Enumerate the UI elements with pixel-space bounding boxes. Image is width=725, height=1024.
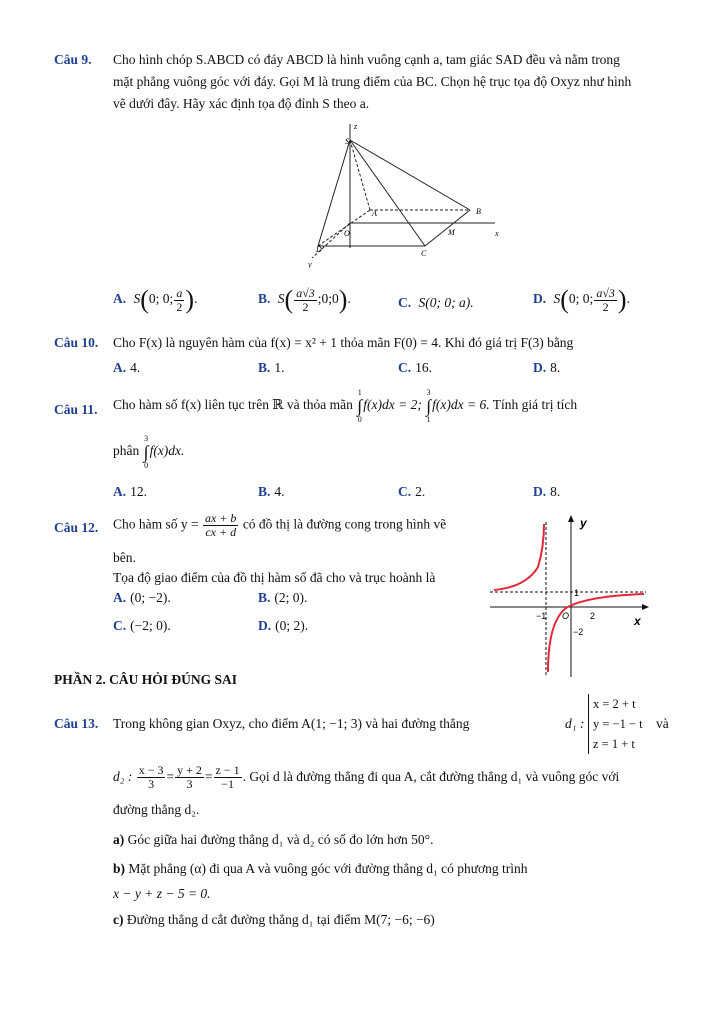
q12-option-b-letter: B. bbox=[258, 590, 271, 605]
q13-statement-b bbox=[113, 861, 528, 877]
fig-label-B: B bbox=[476, 207, 481, 216]
q12-option-d-text: (0; 2). bbox=[275, 618, 309, 633]
q11-text-3: phân bbox=[113, 443, 140, 459]
q13-b-label: b) bbox=[113, 861, 126, 876]
q9-text bbox=[113, 49, 671, 115]
q13-f3-num: z − 1 bbox=[215, 763, 240, 778]
q11-integral-2: 3 ∫ 1 bbox=[426, 388, 432, 424]
q11-text-2: Tính giá trị tích bbox=[492, 397, 578, 413]
q13-number: Câu 13. bbox=[54, 716, 99, 731]
q11-option-a-letter: A. bbox=[113, 484, 127, 499]
q12-option-c-text: (−2; 0). bbox=[130, 618, 171, 633]
q9-line1: Cho hình chóp S.ABCD có đáy ABCD là hình vuông cạnh a, tam giác SAD đều và nằm trong bbox=[113, 52, 620, 67]
q10-option-b-letter: B. bbox=[258, 360, 271, 375]
q11-option-b-letter: B. bbox=[258, 484, 271, 499]
graph-label-y: y bbox=[580, 516, 587, 530]
q11-int2-lower: 1 bbox=[426, 415, 431, 424]
q12-text-2: có đồ thị là đường cong trong hình vẽ bbox=[242, 516, 447, 532]
q12-fraction-den: cx + d bbox=[205, 525, 237, 539]
q11-int2-body: f(x)dx = 6. bbox=[432, 397, 490, 413]
q12-text-block bbox=[113, 548, 435, 588]
q11-int2-upper: 3 bbox=[426, 388, 431, 397]
q11-option-a-text: 12. bbox=[130, 484, 147, 499]
q12-option-a-text: (0; −2). bbox=[130, 590, 171, 605]
q10-option-c-text: 16. bbox=[415, 360, 432, 375]
q11-option-d-text: 8. bbox=[550, 484, 561, 499]
q11-option-d bbox=[533, 484, 560, 500]
q12-text-1: Cho hàm số y = bbox=[113, 516, 199, 532]
q11-line1 bbox=[113, 388, 671, 424]
fig-label-A: A bbox=[372, 209, 377, 218]
q13-statement-a bbox=[113, 832, 433, 848]
q11-option-b bbox=[258, 484, 285, 500]
q12-text-4: Tọa độ giao điểm của đồ thị hàm số đã cho và trục hoành là bbox=[113, 570, 436, 585]
q11-int1-lower: 0 bbox=[357, 415, 362, 424]
q13-c-label: c) bbox=[113, 912, 124, 927]
q11-int1-upper: 1 bbox=[357, 388, 362, 397]
q13-and: và bbox=[656, 716, 669, 731]
q9-number: Câu 9. bbox=[54, 52, 92, 67]
q9-option-c bbox=[398, 295, 474, 311]
q11-option-d-letter: D. bbox=[533, 484, 547, 499]
q13-a-text: Góc giữa hai đường thẳng d₁ và d₂ có số đo lớn hơn 50°. bbox=[127, 832, 434, 847]
q13-f2-den: 3 bbox=[186, 777, 193, 792]
fig-label-y: y bbox=[308, 260, 312, 268]
q13-f3-den: −1 bbox=[221, 777, 234, 792]
q11-integral-1: 1 ∫ 0 bbox=[357, 388, 363, 424]
q10-option-d-letter: D. bbox=[533, 360, 547, 375]
q13-a-label: a) bbox=[113, 832, 125, 847]
graph-label-2: 2 bbox=[590, 611, 596, 621]
q13-system-x: x = 2 + t bbox=[593, 697, 636, 711]
q9-option-d-letter: D. bbox=[533, 291, 547, 307]
q11-option-c bbox=[398, 484, 425, 500]
q9-option-c-text: S(0; 0; a). bbox=[418, 295, 474, 310]
q9-option-a: A. S(0; 0; $\frac{a}{2}$ ). bbox=[113, 285, 198, 314]
q9-pyramid-figure bbox=[290, 118, 510, 268]
q10-option-b-text: 1. bbox=[274, 360, 285, 375]
q13-system-y: y = −1 − t bbox=[593, 717, 643, 731]
q9-option-a-letter: A. bbox=[113, 291, 127, 307]
q12-fraction-num: ax + b bbox=[205, 511, 237, 525]
graph-label-minus1: −1 bbox=[536, 611, 547, 621]
fig-label-O: O bbox=[344, 229, 350, 238]
q12-option-d-letter: D. bbox=[258, 618, 272, 633]
q9-option-d: D. S(0; 0; $\frac{a√3}{2}$ ). bbox=[533, 285, 630, 314]
q13-text-2: . Gọi d là đường thẳng đi qua A, cắt đường thẳng d₁ và vuông góc với bbox=[242, 769, 620, 784]
q10-text: Cho F(x) là nguyên hàm của f(x) = x² + 1 thỏa mãn F(0) = 4. Khi đó giá trị F(3) bằng bbox=[113, 335, 574, 350]
q12-option-b bbox=[258, 590, 307, 606]
q9-option-b-num: a√3 bbox=[296, 285, 315, 300]
q9-option-d-num: a√3 bbox=[596, 285, 615, 300]
q13-f2-num: y + 2 bbox=[177, 763, 202, 778]
q11-int3-upper: 3 bbox=[144, 434, 149, 443]
graph-label-minus2: −2 bbox=[573, 627, 584, 637]
q13-text-3: đường thẳng d₂. bbox=[113, 802, 200, 817]
fig-label-M: M bbox=[448, 228, 455, 237]
q9-option-b-pre: S bbox=[277, 291, 285, 307]
q11-option-b-text: 4. bbox=[274, 484, 285, 499]
q11-int3-lower: 0 bbox=[144, 461, 149, 470]
q12-number: Câu 12. bbox=[54, 520, 99, 535]
q13-c-text: Đường thẳng d cắt đường thẳng d₁ tại điểm M(7; −6; −6) bbox=[126, 912, 435, 927]
q11-integral-3: 3 ∫ 0 bbox=[143, 434, 149, 470]
q9-line3: vẽ dưới đây. Hãy xác định tọa độ đỉnh S theo a. bbox=[113, 96, 370, 111]
fig-label-C: C bbox=[421, 249, 427, 258]
q12-hyperbola-graph bbox=[486, 512, 651, 682]
graph-label-1: 1 bbox=[574, 588, 580, 598]
q11-option-c-text: 2. bbox=[415, 484, 426, 499]
graph-label-O: O bbox=[562, 611, 570, 621]
q12-option-b-text: (2; 0). bbox=[274, 590, 308, 605]
q10-option-b bbox=[258, 360, 285, 376]
q11-number: Câu 11. bbox=[54, 402, 98, 417]
q12-option-c-letter: C. bbox=[113, 618, 127, 633]
q12-line1 bbox=[113, 512, 446, 539]
q13-system bbox=[588, 694, 643, 754]
q13-statement-c bbox=[113, 912, 435, 928]
fig-label-z: z bbox=[354, 122, 358, 131]
q9-line2: mặt phẳng vuông góc với đáy. Gọi M là trung điểm của BC. Chọn hệ trục tọa độ Oxyz như hình bbox=[113, 74, 632, 89]
q13-system-z: z = 1 + t bbox=[593, 737, 635, 751]
section-heading: PHẦN 2. CÂU HỎI ĐÚNG SAI bbox=[54, 672, 238, 687]
q9-option-a-den: 2 bbox=[176, 299, 183, 314]
q13-d1-label: d₁ : bbox=[565, 716, 585, 731]
q10-option-a-text: 4. bbox=[130, 360, 141, 375]
q9-option-b-body: ;0;0 bbox=[317, 291, 339, 307]
q11-line2 bbox=[113, 434, 671, 470]
q9-option-a-body: 0; 0; bbox=[148, 291, 174, 307]
q11-option-a bbox=[113, 484, 147, 500]
q9-option-a-num: a bbox=[176, 285, 183, 300]
q9-option-c-letter: C. bbox=[398, 295, 412, 310]
q13-text-1: Trong không gian Oxyz, cho điểm A(1; −1; 3) và hai đường thẳng bbox=[113, 716, 470, 731]
q10-option-d-text: 8. bbox=[550, 360, 561, 375]
q9-option-b-den: 2 bbox=[302, 299, 309, 314]
q12-text-3: bên. bbox=[113, 550, 136, 565]
q9-option-d-body: 0; 0; bbox=[568, 291, 594, 307]
graph-label-x: x bbox=[634, 614, 641, 628]
q9-option-a-pre: S bbox=[133, 291, 141, 307]
fig-label-x: x bbox=[495, 229, 499, 238]
q11-int1-body: f(x)dx = 2; bbox=[363, 397, 422, 413]
q10-option-c-letter: C. bbox=[398, 360, 412, 375]
q9-option-b: B. S( $\frac{a√3}{2}$ ;0;0). bbox=[258, 285, 351, 314]
q10-option-a-letter: A. bbox=[113, 360, 127, 375]
q13-d2-label: d₂ : bbox=[113, 769, 133, 784]
q10-option-a bbox=[113, 360, 140, 376]
q13-b-equation: x − y + z − 5 = 0. bbox=[113, 886, 211, 901]
q12-option-a bbox=[113, 590, 171, 606]
q10-option-d bbox=[533, 360, 560, 376]
q11-text-1: Cho hàm số f(x) liên tục trên ℝ và thỏa mãn bbox=[113, 397, 353, 413]
q13-b-text: Mặt phẳng (α) đi qua A và vuông góc với đường thẳng d₁ có phương trình bbox=[128, 861, 528, 876]
fig-label-D: D bbox=[316, 245, 322, 254]
q13-d2-line: d₂ : $\frac{x - 3}{3}$ = $\frac{y + 2}{3}$ = $\frac{z - 1}{-1}$ . Gọi d là đường thẳng đi qua A, cắt đường thẳng d₁ và vuông góc với bbox=[113, 763, 620, 792]
q12-option-a-letter: A. bbox=[113, 590, 127, 605]
q13-f1-num: x − 3 bbox=[138, 763, 164, 778]
q9-option-d-den: 2 bbox=[602, 299, 609, 314]
q11-option-c-letter: C. bbox=[398, 484, 412, 499]
q9-option-b-letter: B. bbox=[258, 291, 271, 307]
q9-option-d-pre: S bbox=[553, 291, 561, 307]
q12-option-d bbox=[258, 618, 308, 634]
q10-number: Câu 10. bbox=[54, 335, 99, 350]
q10-option-c bbox=[398, 360, 432, 376]
fig-label-S: S bbox=[345, 137, 349, 146]
q11-int3-body: f(x)dx. bbox=[149, 443, 185, 459]
q12-option-c bbox=[113, 618, 171, 634]
q13-f1-den: 3 bbox=[148, 777, 155, 792]
